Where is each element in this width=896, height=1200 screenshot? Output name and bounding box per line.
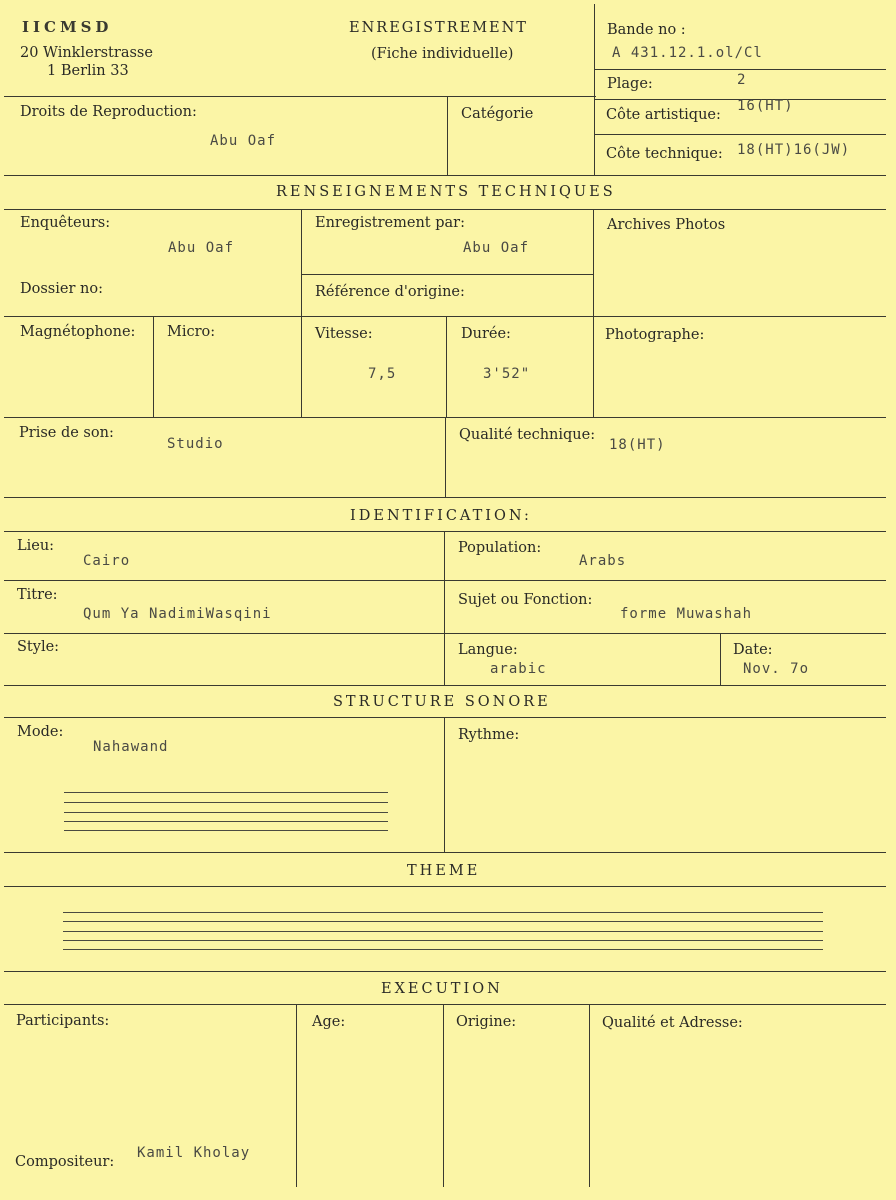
enregistrement-par-value: Abu Oaf	[463, 240, 530, 256]
bande-label: Bande no :	[607, 22, 686, 38]
qualite-technique-value: 18(HT)	[609, 437, 666, 453]
qualite-adresse-label: Qualité et Adresse:	[602, 1015, 743, 1031]
writing-line	[64, 821, 388, 822]
section-title-identification: IDENTIFICATION:	[350, 508, 532, 524]
section-title-structure: STRUCTURE SONORE	[333, 694, 551, 710]
divider	[4, 717, 886, 718]
address-line-2: 1 Berlin 33	[47, 63, 129, 79]
section-title-tech: RENSEIGNEMENTS TECHNIQUES	[276, 184, 616, 200]
divider	[446, 316, 447, 417]
plage-value: 2	[737, 72, 747, 88]
divider	[4, 685, 886, 686]
vitesse-label: Vitesse:	[315, 326, 373, 342]
section-title-execution: EXECUTION	[381, 981, 503, 997]
sujet-label: Sujet ou Fonction:	[458, 592, 593, 608]
lieu-label: Lieu:	[17, 538, 55, 554]
droits-label: Droits de Reproduction:	[20, 104, 197, 120]
address-line-1: 20 Winklerstrasse	[20, 45, 153, 61]
divider	[301, 209, 302, 417]
vitesse-value: 7,5	[368, 366, 397, 382]
divider	[593, 209, 594, 417]
divider	[720, 633, 721, 685]
droits-value: Abu Oaf	[210, 133, 277, 149]
divider	[4, 1004, 886, 1005]
writing-line	[63, 940, 823, 941]
enqueteurs-value: Abu Oaf	[168, 240, 235, 256]
mode-label: Mode:	[17, 724, 64, 740]
age-label: Age:	[312, 1014, 346, 1030]
micro-label: Micro:	[167, 324, 216, 340]
magnetophone-label: Magnétophone:	[20, 324, 136, 340]
titre-value: Qum Ya NadimiWasqini	[83, 606, 272, 622]
divider	[4, 316, 886, 317]
reference-label: Référence d'origine:	[315, 284, 465, 300]
cote-technique-label: Côte technique:	[606, 146, 723, 162]
writing-line	[63, 921, 823, 922]
cote-artistique-label: Côte artistique:	[606, 107, 721, 123]
divider	[444, 531, 445, 685]
divider	[443, 1004, 444, 1187]
bande-value: A 431.12.1.ol/Cl	[612, 45, 763, 61]
divider	[589, 1004, 590, 1187]
date-value: Nov. 7o	[743, 661, 810, 677]
sujet-value: forme Muwashah	[620, 606, 753, 622]
divider	[4, 852, 886, 853]
writing-line	[64, 802, 388, 803]
writing-line	[64, 792, 388, 793]
enregistrement-par-label: Enregistrement par:	[315, 215, 465, 231]
participants-label: Participants:	[16, 1013, 110, 1029]
writing-line	[63, 912, 823, 913]
divider	[4, 96, 596, 97]
date-label: Date:	[733, 642, 773, 658]
divider	[445, 417, 446, 497]
compositeur-value: Kamil Kholay	[137, 1145, 251, 1161]
langue-value: arabic	[490, 661, 547, 677]
form-subtitle: (Fiche individuelle)	[371, 46, 514, 62]
writing-line	[64, 812, 388, 813]
divider	[301, 274, 593, 275]
mode-value: Nahawand	[93, 739, 169, 755]
divider	[153, 316, 154, 417]
org-logo: IICMSD	[22, 18, 113, 36]
divider	[444, 717, 445, 852]
divider	[447, 96, 448, 175]
divider	[4, 209, 886, 210]
divider	[594, 69, 886, 70]
form-title: ENREGISTREMENT	[349, 20, 528, 36]
writing-line	[64, 830, 388, 831]
style-label: Style:	[17, 639, 60, 655]
divider	[4, 531, 886, 532]
compositeur-label: Compositeur:	[15, 1154, 115, 1170]
dossier-label: Dossier no:	[20, 281, 103, 297]
divider	[296, 1004, 297, 1187]
photographe-label: Photographe:	[605, 327, 705, 343]
divider	[594, 134, 886, 135]
divider	[4, 175, 886, 176]
lieu-value: Cairo	[83, 553, 131, 569]
titre-label: Titre:	[17, 587, 58, 603]
prise-de-son-label: Prise de son:	[19, 425, 114, 441]
origine-label: Origine:	[456, 1014, 517, 1030]
divider	[594, 4, 595, 175]
writing-line	[63, 949, 823, 950]
divider	[4, 886, 886, 887]
plage-label: Plage:	[607, 76, 653, 92]
section-title-theme: THEME	[407, 863, 481, 879]
rythme-label: Rythme:	[458, 727, 520, 743]
archives-photos-label: Archives Photos	[607, 217, 726, 233]
divider	[4, 971, 886, 972]
cote-artistique-value: 16(HT)	[737, 98, 794, 114]
prise-de-son-value: Studio	[167, 436, 224, 452]
categorie-label: Catégorie	[461, 106, 534, 122]
population-label: Population:	[458, 540, 542, 556]
langue-label: Langue:	[458, 642, 518, 658]
duree-value: 3'52"	[483, 366, 531, 382]
qualite-technique-label: Qualité technique:	[459, 427, 596, 443]
writing-line	[63, 931, 823, 932]
divider	[4, 497, 886, 498]
population-value: Arabs	[579, 553, 627, 569]
duree-label: Durée:	[461, 326, 511, 342]
divider	[4, 633, 886, 634]
cote-technique-value: 18(HT)16(JW)	[737, 142, 851, 158]
enqueteurs-label: Enquêteurs:	[20, 215, 111, 231]
divider	[4, 580, 886, 581]
